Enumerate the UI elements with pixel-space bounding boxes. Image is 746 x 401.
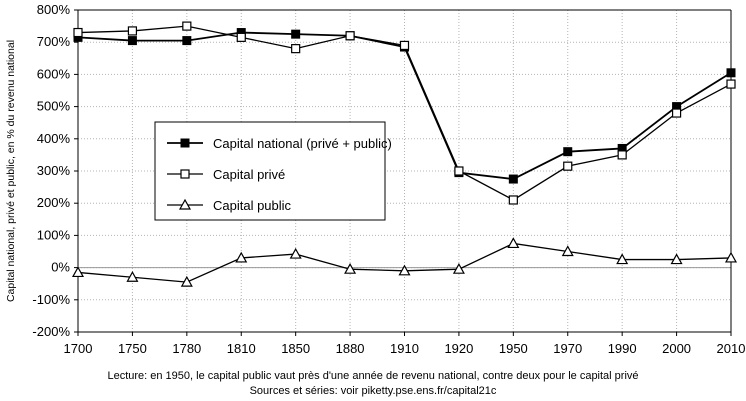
data-point-marker <box>509 175 517 183</box>
y-tick-label: 700% <box>36 34 70 50</box>
data-point-marker <box>727 69 735 77</box>
data-point-marker <box>128 27 136 35</box>
chart-footnote: Lecture: en 1950, le capital public vaut près d'une année de revenu national, contre deux pour le capital privé <box>107 370 639 382</box>
data-point-marker <box>292 45 300 53</box>
data-point-marker <box>401 41 409 49</box>
data-point-marker <box>673 109 681 117</box>
data-point-marker <box>183 37 191 45</box>
data-point-marker <box>618 151 626 159</box>
data-point-marker <box>346 32 354 40</box>
x-tick-label: 1950 <box>498 341 528 356</box>
x-tick-label: 2010 <box>716 341 746 356</box>
y-tick-label: 0% <box>51 259 70 275</box>
x-tick-label: 1970 <box>553 341 583 356</box>
y-tick-label: -200% <box>32 324 70 339</box>
data-point-marker <box>564 162 572 170</box>
data-point-marker <box>237 33 245 41</box>
x-tick-label: 1780 <box>172 341 202 356</box>
x-tick-label: 1990 <box>607 341 637 356</box>
y-axis-title: Capital national, privé et public, en % du revenu national <box>5 39 17 303</box>
data-point-marker <box>564 148 572 156</box>
y-tick-label: -100% <box>32 291 70 307</box>
x-tick-label: 2000 <box>662 341 692 356</box>
x-tick-label: 1700 <box>63 341 93 356</box>
data-point-marker <box>128 37 136 45</box>
y-tick-label: 800% <box>36 2 70 17</box>
legend <box>155 122 392 220</box>
data-point-marker <box>508 238 518 247</box>
x-tick-label: 1910 <box>390 341 419 356</box>
chart-footnote: Sources et séries: voir piketty.pse.ens.fr/capital21c <box>249 385 497 397</box>
data-point-marker <box>727 80 735 88</box>
data-point-marker <box>73 267 83 276</box>
legend-label: Capital privé <box>213 167 286 182</box>
data-point-marker <box>181 139 189 147</box>
x-tick-label: 1920 <box>444 341 474 356</box>
y-tick-label: 300% <box>36 163 70 178</box>
x-tick-label: 1880 <box>335 341 365 356</box>
data-point-marker <box>291 249 301 258</box>
data-point-marker <box>181 170 189 178</box>
data-point-marker <box>74 29 82 37</box>
data-point-marker <box>509 196 517 204</box>
y-tick-label: 500% <box>36 98 70 114</box>
y-tick-label: 200% <box>36 195 70 211</box>
x-tick-label: 1750 <box>117 341 147 356</box>
x-tick-label: 1850 <box>281 341 311 356</box>
x-tick-label: 1810 <box>226 341 256 356</box>
y-tick-label: 100% <box>36 227 70 243</box>
data-point-marker <box>455 167 463 175</box>
legend-label: Capital public <box>213 198 292 213</box>
y-tick-label: 600% <box>36 66 70 82</box>
data-point-marker <box>183 22 191 30</box>
data-point-marker <box>292 30 300 38</box>
y-tick-label: 400% <box>36 130 70 146</box>
legend-label: Capital national (privé + public) <box>213 136 392 151</box>
